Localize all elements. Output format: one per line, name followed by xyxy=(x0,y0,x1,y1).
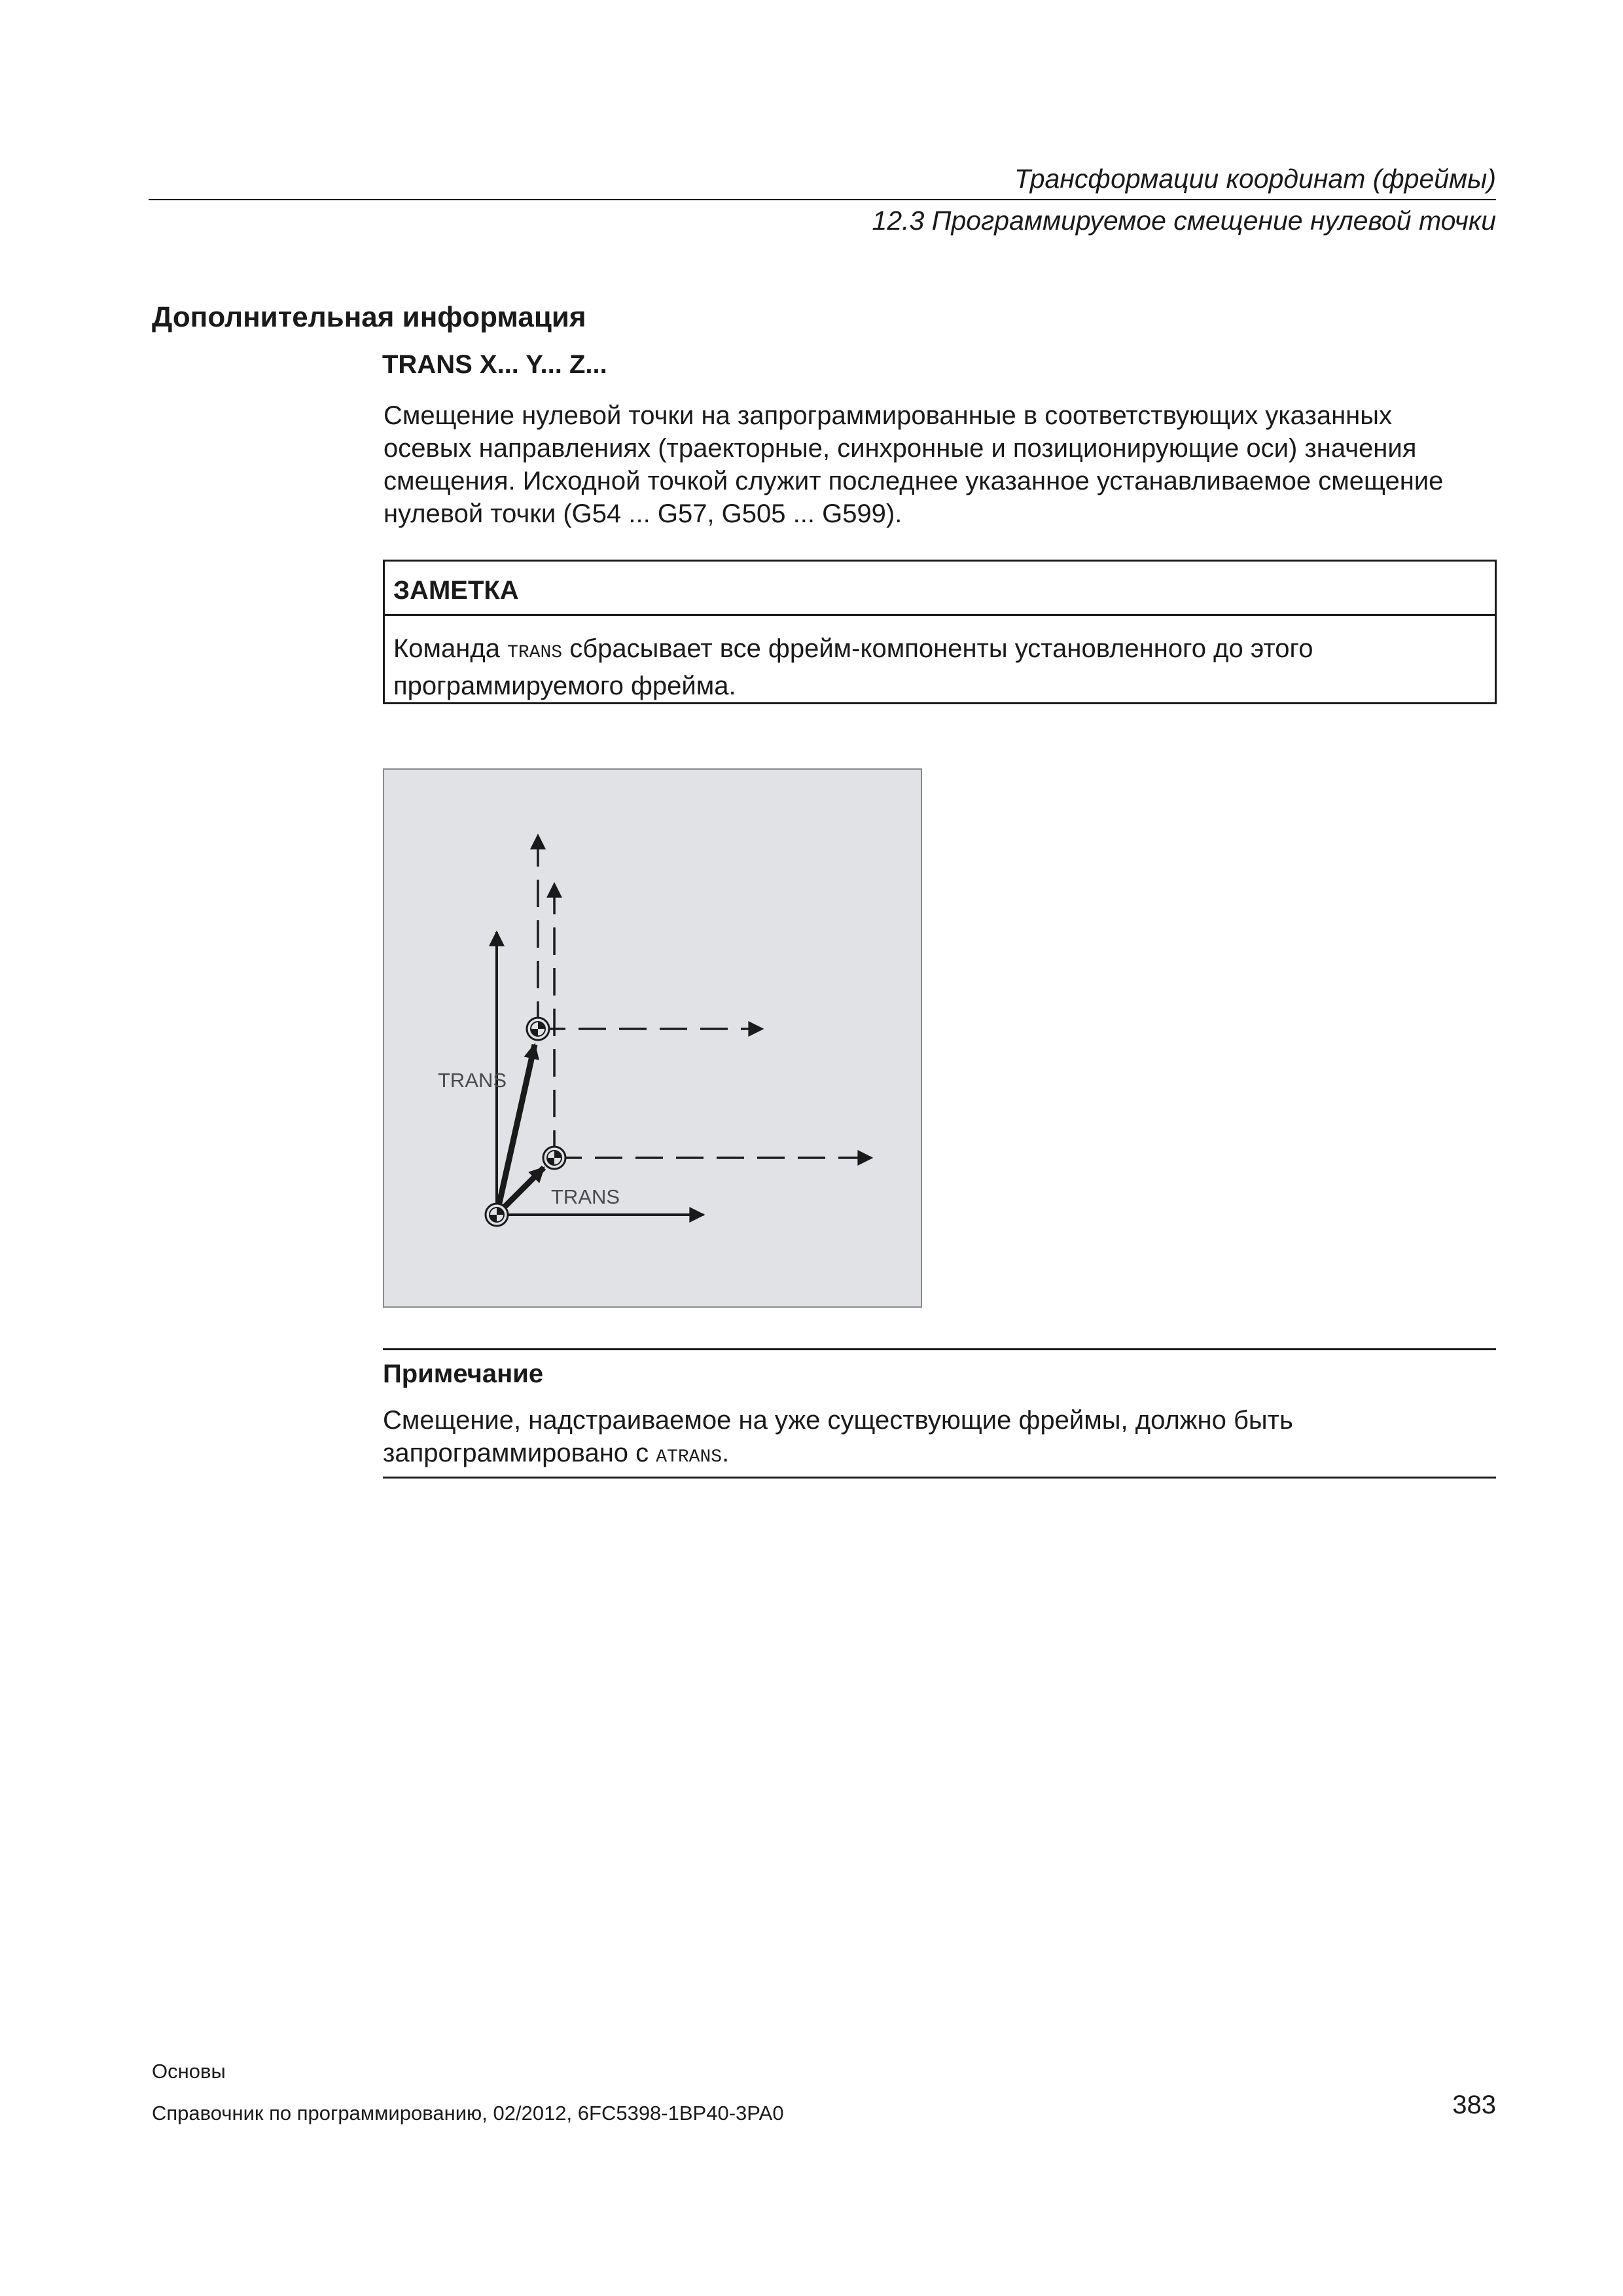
notice-line: программируемого фрейма. xyxy=(393,672,736,700)
note-top-rule xyxy=(383,1348,1496,1350)
notice-title: ЗАМЕТКА xyxy=(393,576,519,605)
note-text: запрограммировано с xyxy=(383,1439,656,1467)
trans-diagram-svg xyxy=(384,770,921,1306)
description-paragraph xyxy=(383,399,1496,530)
translated-axes-2 xyxy=(538,835,762,1029)
running-header-section: 12.3 Программируемое смещение нулевой точки xyxy=(872,206,1496,236)
notice-box xyxy=(383,560,1497,704)
notice-body xyxy=(393,632,1482,702)
origin-icon xyxy=(543,1147,565,1169)
notice-line xyxy=(393,632,1482,670)
translated-axes-1 xyxy=(554,884,872,1158)
paragraph-line: Смещение нулевой точки на запрограммированные в соответствующих указанных xyxy=(383,401,1392,430)
footer-doc-info: Справочник по программированию, 02/2012, 6FC5398-1BP40-3PA0 xyxy=(152,2102,784,2125)
origin-icon xyxy=(486,1204,508,1226)
trans-label-lower: TRANS xyxy=(551,1185,620,1208)
command-heading: TRANS X... Y... Z... xyxy=(382,350,607,379)
header-rule xyxy=(149,199,1496,200)
note-text: . xyxy=(722,1439,730,1467)
notice-code: TRANS xyxy=(507,643,563,663)
note-title: Примечание xyxy=(383,1359,544,1388)
running-header-chapter: Трансформации координат (фреймы) xyxy=(1014,164,1496,194)
note-bottom-rule xyxy=(383,1477,1496,1479)
paragraph-line: нулевой точки (G54 ... G57, G505 ... G599). xyxy=(383,499,902,528)
paragraph-line: осевых направлениях (траекторные, синхронные и позиционирующие оси) значения xyxy=(383,434,1417,463)
note-code: ATRANS xyxy=(656,1447,722,1467)
note-line xyxy=(383,1437,1495,1474)
notice-text: сбрасывает все фрейм-компоненты установленного до этого xyxy=(562,634,1313,663)
section-heading: Дополнительная информация xyxy=(152,301,586,333)
paragraph-line: смещения. Исходной точкой служит последнее указанное устанавливаемое смещение xyxy=(383,467,1444,495)
notice-header xyxy=(385,562,1495,616)
note-body xyxy=(383,1404,1495,1474)
trans-diagram xyxy=(383,768,922,1308)
note-line: Смещение, надстраиваемое на уже существующие фреймы, должно быть xyxy=(383,1406,1293,1435)
page-number: 383 xyxy=(1452,2090,1496,2119)
origin-icon xyxy=(527,1018,549,1040)
trans-label-upper: TRANS xyxy=(438,1069,507,1092)
notice-text: Команда xyxy=(393,634,508,663)
footer-doc-title: Основы xyxy=(152,2060,226,2083)
